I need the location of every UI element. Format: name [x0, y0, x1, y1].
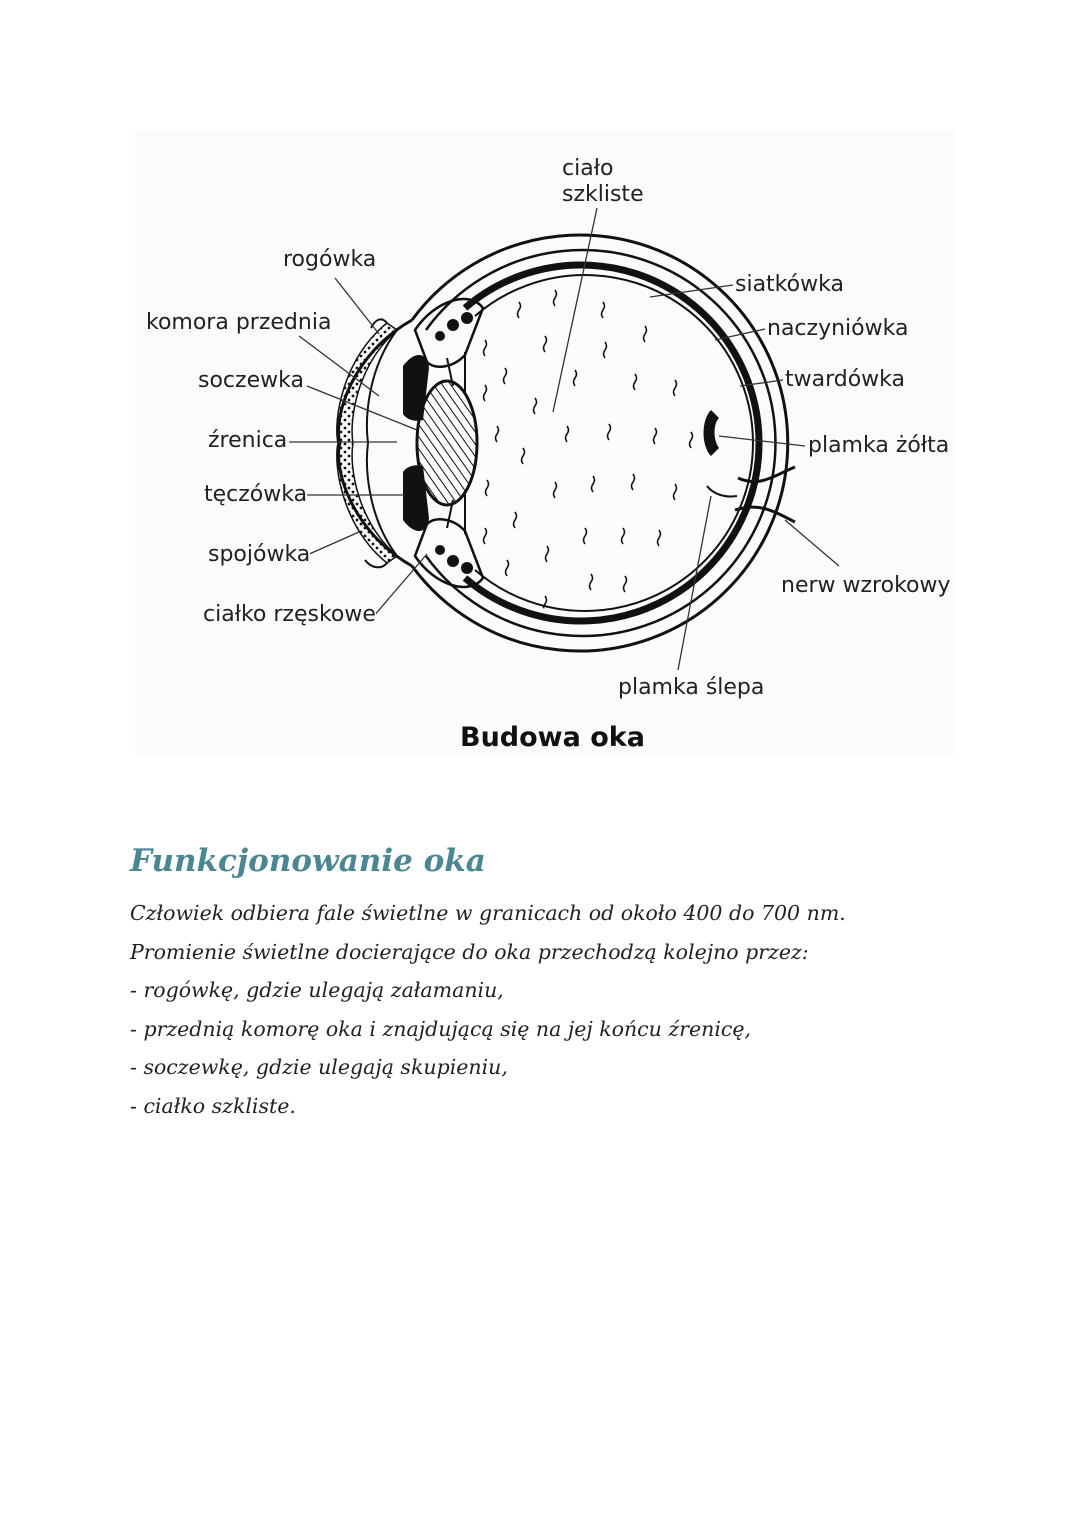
ciliary-muscle-dot [435, 545, 445, 555]
label-nerw-wzrokowy: nerw wzrokowy [781, 573, 951, 598]
ciliary-muscle-dot [435, 331, 445, 341]
label-rogowka: rogówka [283, 247, 377, 272]
body-line: Człowiek odbiera fale świetlne w granicach od około 400 do 700 nm. [130, 901, 846, 925]
ciliary-body-bottom [415, 519, 483, 587]
optic-disc [707, 486, 737, 497]
pointer-cialo-szkliste [553, 208, 597, 412]
ciliary-muscle-dot [447, 319, 459, 331]
ciliary-muscle-dot [447, 555, 459, 567]
anterior-chamber-wall [367, 330, 397, 556]
label-cialko-rzeskowe: ciałko rzęskowe [203, 602, 376, 627]
label-plamka-slepa: plamka ślepa [618, 675, 765, 700]
pointer-spojowka [307, 532, 359, 555]
label-cialo-szkliste-line2: szkliste [562, 182, 644, 207]
pointer-plamka-slepa [678, 496, 711, 670]
label-plamka-zolta: plamka żółta [808, 433, 950, 458]
label-zrenica: źrenica [208, 428, 288, 453]
list-item: - przednią komorę oka i znajdującą się na jej końcu źrenicę, [130, 1016, 752, 1041]
conjunctiva-band [337, 323, 397, 563]
eye-diagram [135, 130, 955, 755]
pointer-soczewka [307, 386, 417, 430]
vitreous-body [484, 290, 693, 612]
label-spojowka: spojówka [208, 542, 311, 567]
list-item: - soczewkę, gdzie ulegają skupieniu, [130, 1055, 508, 1079]
section-title: Funkcjonowanie oka [130, 843, 486, 879]
macula-lutea [704, 410, 720, 456]
label-soczewka: soczewka [198, 368, 304, 393]
label-komora-przednia: komora przednia [146, 310, 332, 335]
pointer-rogowka [335, 278, 379, 334]
ciliary-body-top [415, 299, 483, 367]
label-naczyniowka: naczyniówka [767, 316, 909, 341]
list-item: - ciałko szkliste. [130, 1093, 296, 1118]
pointer-nerw-wzrokowy [785, 520, 839, 566]
label-cialo-szkliste-line1: ciało [562, 156, 614, 181]
label-siatkowka: siatkówka [735, 272, 844, 297]
label-teczowka: tęczówka [204, 482, 308, 507]
ciliary-muscle-dot [461, 312, 473, 324]
ciliary-muscle-dot [461, 562, 473, 574]
body-line: Promienie świetlne docierające do oka przechodzą kolejno przez: [130, 939, 809, 964]
diagram-caption: Budowa oka [460, 722, 645, 753]
lens [417, 381, 477, 505]
label-twardowka: twardówka [785, 367, 906, 392]
pointer-cialko-rzeskowe [373, 554, 427, 617]
list-item: - rogówkę, gdzie ulegają załamaniu, [130, 978, 504, 1002]
section-body [130, 898, 1010, 1129]
